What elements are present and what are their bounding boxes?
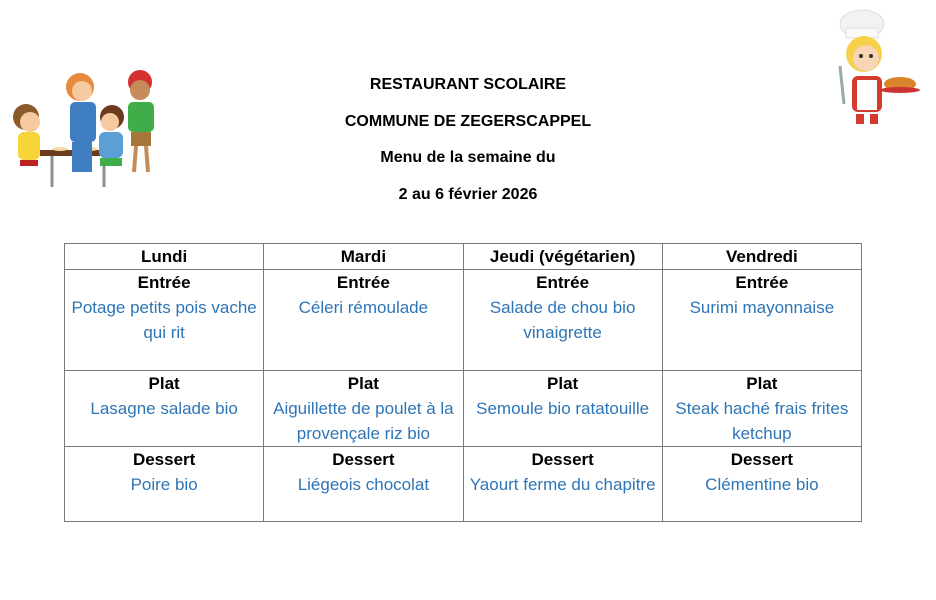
course-label: Entrée <box>735 273 789 292</box>
course-label: Plat <box>347 374 379 393</box>
table-row <box>65 447 862 522</box>
course-label: Entrée <box>336 273 390 292</box>
title-date-range: 2 au 6 février 2026 <box>398 186 538 203</box>
title-menu-week: Menu de la semaine du <box>380 149 556 166</box>
column-header: Vendredi <box>662 244 861 270</box>
menu-cell <box>65 371 264 447</box>
course-label: Plat <box>148 374 180 393</box>
menu-cell <box>662 270 861 371</box>
menu-cell <box>463 270 662 371</box>
column-header: Mardi <box>264 244 463 270</box>
menu-cell <box>264 270 463 371</box>
dish-name: Clémentine bio <box>705 475 819 494</box>
dish-name: Yaourt ferme du chapitre <box>469 475 656 494</box>
course-label: Dessert <box>730 450 794 469</box>
course-label: Dessert <box>132 450 196 469</box>
dish-name: Liégeois chocolat <box>297 475 430 494</box>
dish-name: Semoule bio ratatouille <box>476 399 650 418</box>
dish-name: Lasagne salade bio <box>90 399 238 418</box>
dish-name: Aiguillette de poulet à la provençale riz bio <box>273 399 454 443</box>
dish-name: Steak haché frais frites ketchup <box>675 399 849 443</box>
column-header: Lundi <box>65 244 264 270</box>
menu-cell <box>463 447 662 522</box>
course-label: Plat <box>746 374 778 393</box>
dish-name: Potage petits pois vache qui rit <box>71 298 257 342</box>
dish-name: Céleri rémoulade <box>298 298 429 317</box>
menu-table <box>64 243 862 522</box>
table-row <box>65 270 862 371</box>
title-commune: COMMUNE DE ZEGERSCAPPEL <box>344 113 592 130</box>
menu-cell <box>264 371 463 447</box>
dish-name: Poire bio <box>130 475 198 494</box>
course-label: Plat <box>547 374 579 393</box>
dish-name: Surimi mayonnaise <box>689 298 835 317</box>
table-header-row <box>65 244 862 270</box>
course-label: Entrée <box>137 273 191 292</box>
course-label: Dessert <box>531 450 594 469</box>
menu-cell <box>662 447 861 522</box>
menu-cell <box>662 371 861 447</box>
course-label: Entrée <box>536 273 590 292</box>
menu-cell <box>463 371 662 447</box>
menu-cell <box>65 447 264 522</box>
dish-name: Salade de chou bio vinaigrette <box>489 298 636 342</box>
title-restaurant: RESTAURANT SCOLAIRE <box>369 76 567 93</box>
column-header: Jeudi (végétarien) <box>463 244 662 270</box>
table-row <box>65 371 862 447</box>
menu-cell <box>65 270 264 371</box>
course-label: Dessert <box>332 450 395 469</box>
menu-cell <box>264 447 463 522</box>
